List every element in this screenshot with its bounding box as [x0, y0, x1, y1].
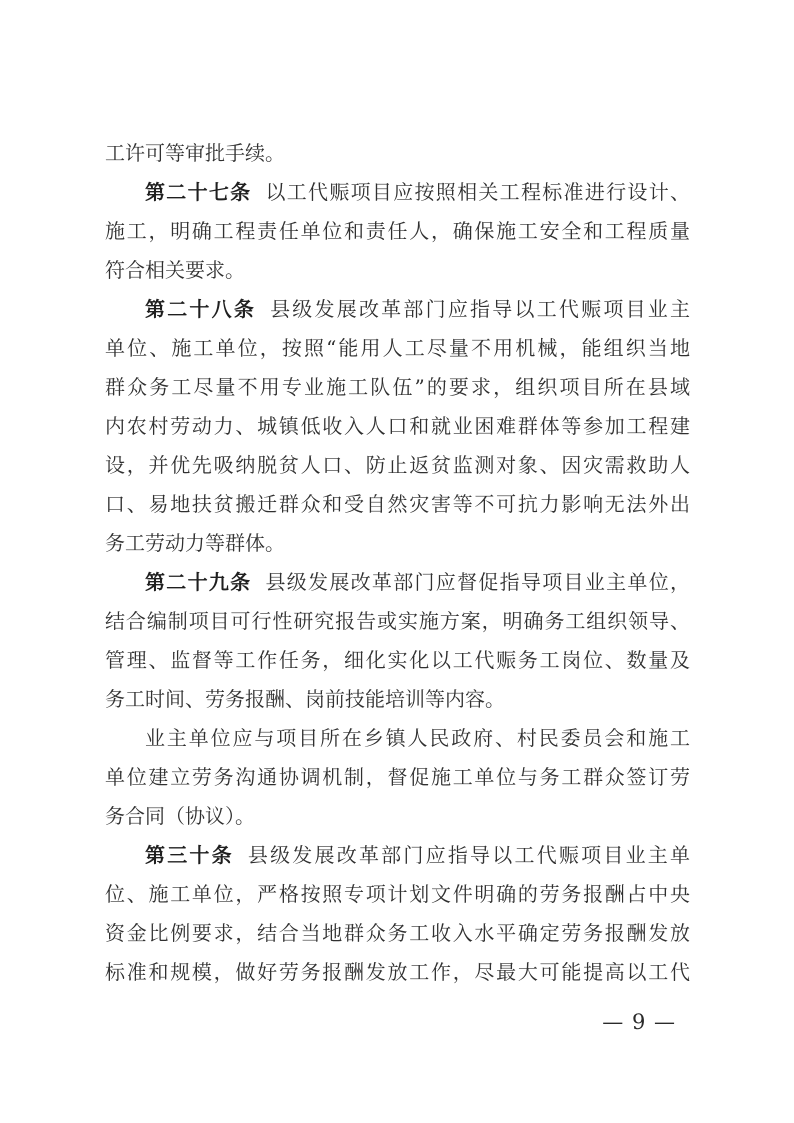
- text-line: [105, 212, 690, 251]
- text-line: [105, 758, 690, 797]
- line-text: 设，并优先吸纳脱贫人口、防止返贫监测对象、因灾需救助人: [105, 453, 690, 477]
- line-text: 标准和规模，做好劳务报酬发放工作，尽最大可能提高以工代: [105, 960, 690, 984]
- page-number: — 9 —: [602, 1010, 676, 1034]
- line-text: 内农村劳动力、城镇低收入人口和就业困难群体等参加工程建: [105, 414, 690, 438]
- line-text: 以工代赈项目应按照相关工程标准进行设计、: [265, 180, 690, 204]
- text-line: [105, 875, 690, 914]
- line-text: 口、易地扶贫搬迁群众和受自然灾害等不可抗力影响无法外出: [105, 492, 690, 516]
- text-line: [105, 680, 690, 719]
- line-text: 务工劳动力等群体。: [105, 531, 285, 555]
- line-text: 县级发展改革部门应指导以工代赈项目业主单: [247, 843, 690, 867]
- text-line: [105, 602, 690, 641]
- text-line: [105, 524, 690, 563]
- line-text: 群众务工尽量不用专业施工队伍”的要求，组织项目所在县域: [105, 375, 690, 399]
- line-text: 工许可等审批手续。: [105, 141, 285, 165]
- text-line: [105, 485, 690, 524]
- text-line: [105, 407, 690, 446]
- text-line-article-29: [105, 563, 690, 602]
- text-line: [105, 914, 690, 953]
- document-text-block: [105, 134, 690, 992]
- text-line-article-30: [105, 836, 690, 875]
- line-text: 县级发展改革部门应督促指导项目业主单位，: [265, 570, 690, 594]
- line-text: 单位建立劳务沟通协调机制，督促施工单位与务工群众签订劳: [105, 765, 690, 789]
- line-text: 施工，明确工程责任单位和责任人，确保施工安全和工程质量: [105, 219, 690, 243]
- article-number: 第三十条: [145, 843, 234, 867]
- line-text: 资金比例要求，结合当地群众务工收入水平确定劳务报酬发放: [105, 921, 690, 945]
- text-line: [105, 446, 690, 485]
- text-line: [105, 368, 690, 407]
- text-line: [105, 953, 690, 992]
- line-text: 结合编制项目可行性研究报告或实施方案，明确务工组织领导、: [105, 609, 690, 633]
- text-line: [105, 329, 690, 368]
- line-text: 符合相关要求。: [105, 258, 245, 282]
- text-line: [105, 134, 690, 173]
- text-line-article-28: [105, 290, 690, 329]
- article-number: 第二十九条: [145, 570, 252, 594]
- line-text: 县级发展改革部门应指导以工代赈项目业主: [270, 297, 690, 321]
- text-line: [105, 719, 690, 758]
- article-number: 第二十八条: [145, 297, 257, 321]
- text-line: [105, 641, 690, 680]
- line-text: 业主单位应与项目所在乡镇人民政府、村民委员会和施工: [145, 726, 690, 750]
- text-line-article-27: [105, 173, 690, 212]
- line-text: 单位、施工单位，按照“能用人工尽量不用机械，能组织当地: [105, 336, 690, 360]
- text-line: [105, 251, 690, 290]
- article-number: 第二十七条: [145, 180, 252, 204]
- line-text: 务合同（协议）。: [105, 804, 255, 828]
- text-line: [105, 797, 690, 836]
- line-text: 位、施工单位，严格按照专项计划文件明确的劳务报酬占中央: [105, 882, 690, 906]
- line-text: 管理、监督等工作任务，细化实化以工代赈务工岗位、数量及: [105, 648, 690, 672]
- line-text: 务工时间、劳务报酬、岗前技能培训等内容。: [105, 687, 505, 711]
